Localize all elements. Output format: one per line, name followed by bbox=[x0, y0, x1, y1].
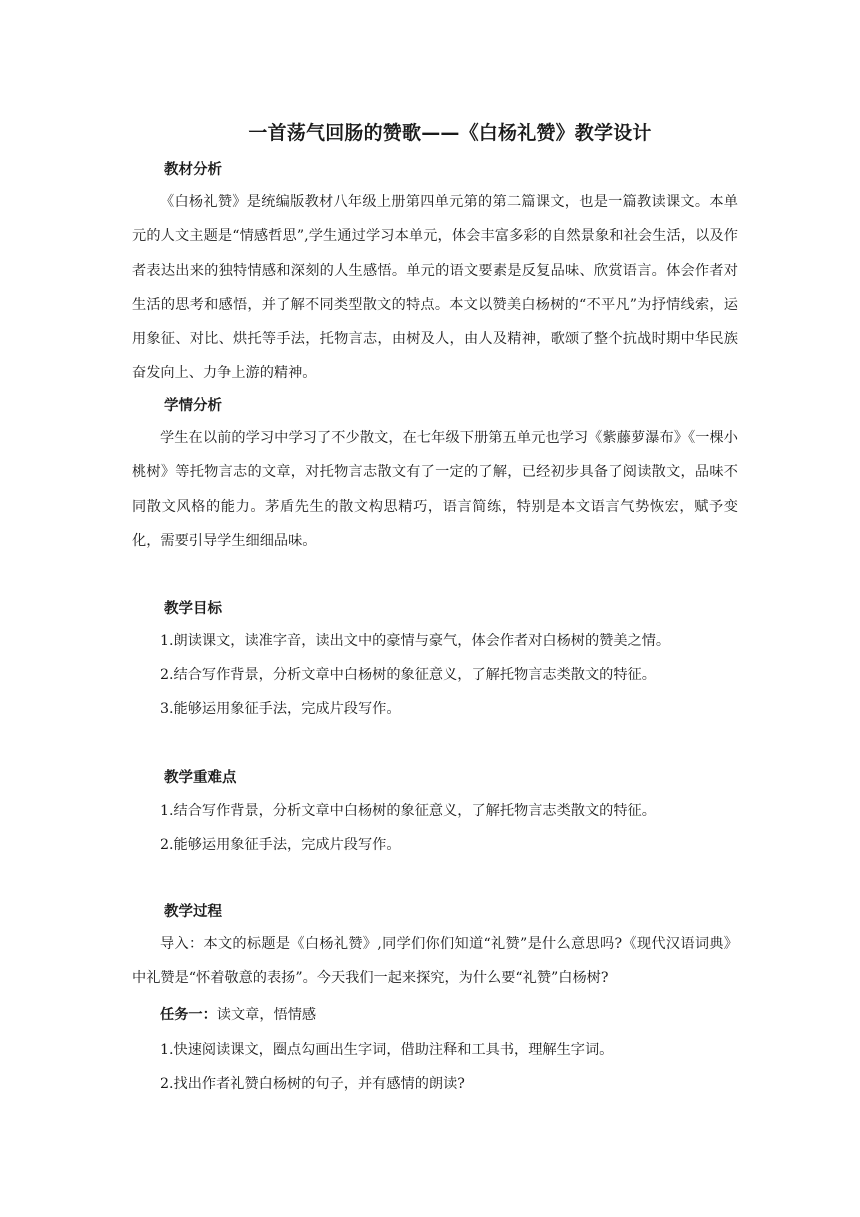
section-heading-learner-analysis: 学情分析 bbox=[164, 398, 222, 414]
section-heading-key-points: 教学重难点 bbox=[164, 770, 237, 786]
section-heading-objectives: 教学目标 bbox=[164, 601, 222, 617]
task-one-text: 读文章，悟情感 bbox=[216, 1007, 317, 1023]
learner-analysis-paragraph: 学生在以前的学习中学习了不少散文，在七年级下册第五单元也学习《紫藤萝瀑布》《一棵小桃树》等托物言志的文章，对托物言志散文有了一定的了解，已经初步具备了阅读散文，品味不同散文风格的能力。茅盾先生的散文构思精巧，语言简练，特别是本文语言气势恢宏，赋予变化，需要引导学生细细品味。 bbox=[132, 430, 738, 549]
textbook-analysis-paragraph: 《白杨礼赞》是统编版教材八年级上册第四单元第的第二篇课文，也是一篇教读课文。本单元的人文主题是“情感哲思”,学生通过学习本单元，体会丰富多彩的自然景象和社会生活，以及作者表达出来的独特情感和深刻的人生感悟。单元的语文要素是反复品味、欣赏语言。体会作者对生活的思考和感悟，并了解不同类型散文的特点。本文以赞美白杨树的“不平凡”为抒情线索，运用象征、对比、烘托等手法，托物言志，由树及人，由人及精神，歌颂了整个抗战时期中华民族奋发向上、力争上游的精神。 bbox=[132, 194, 738, 382]
document-title: 一首荡气回肠的赞歌——《白杨礼赞》教学设计 bbox=[248, 122, 652, 144]
objective-item: 3.能够运用象征手法，完成片段写作。 bbox=[160, 701, 401, 717]
section-heading-process: 教学过程 bbox=[164, 904, 222, 920]
key-point-item: 2.能够运用象征手法，完成片段写作。 bbox=[160, 837, 401, 853]
key-point-item: 1.结合写作背景，分析文章中白杨树的象征意义，了解托物言志类散文的特征。 bbox=[160, 803, 656, 819]
task-one-line bbox=[160, 1004, 316, 1024]
task-one-label: 任务一： bbox=[160, 1007, 217, 1023]
section-heading-textbook-analysis: 教材分析 bbox=[164, 162, 222, 178]
process-step: 1.快速阅读课文，圈点勾画出生字词，借助注释和工具书，理解生字词。 bbox=[160, 1042, 614, 1058]
objective-item: 1.朗读课文，读准字音，读出文中的豪情与豪气，体会作者对白杨树的赞美之情。 bbox=[160, 633, 671, 649]
process-intro-paragraph: 导入：本文的标题是《白杨礼赞》,同学们你们知道“礼赞”是什么意思吗?《现代汉语词典》中礼赞是“怀着敬意的表扬”。今天我们一起来探究，为什么要“礼赞”白杨树? bbox=[132, 936, 738, 987]
objective-item: 2.结合写作背景，分析文章中白杨树的象征意义，了解托物言志类散文的特征。 bbox=[160, 667, 656, 683]
process-step: 2.找出作者礼赞白杨树的句子，并有感情的朗读? bbox=[160, 1076, 465, 1092]
